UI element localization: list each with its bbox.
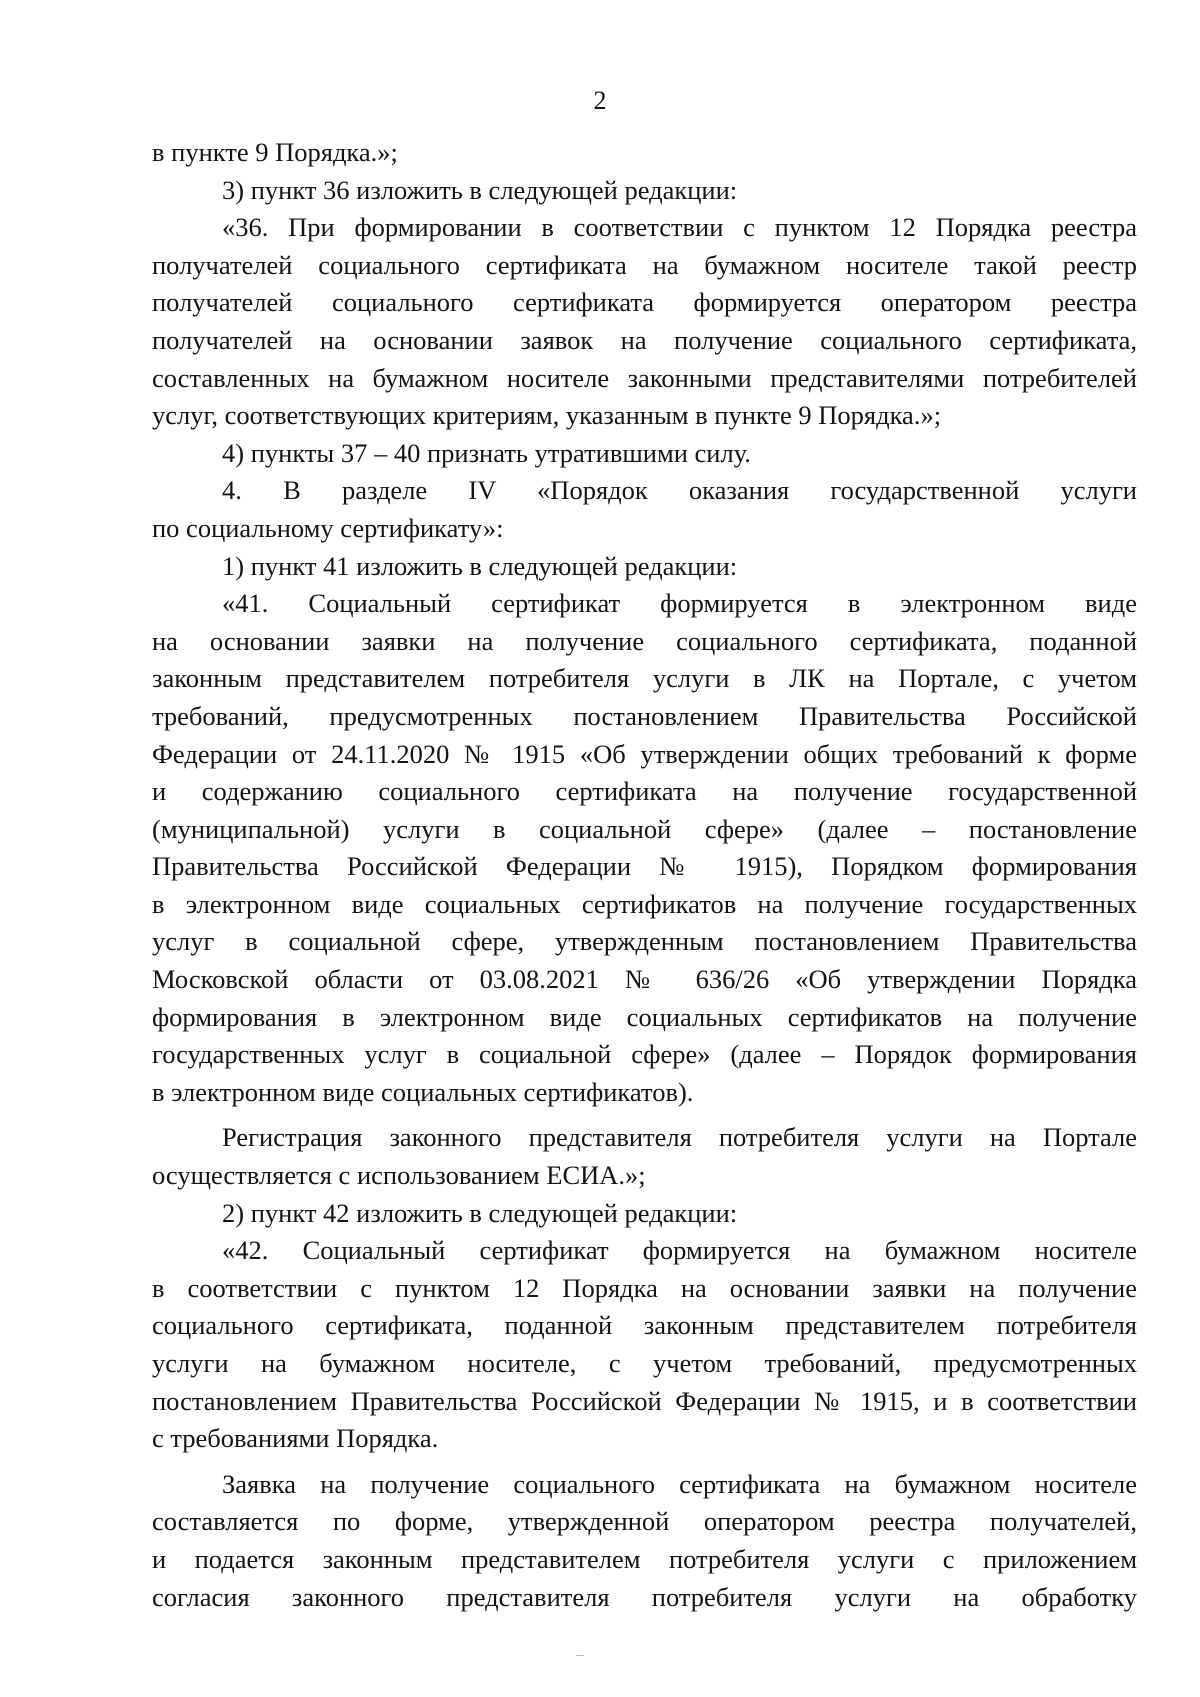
text-line: на основании заявки на получение социального сертификата, поданной (152, 625, 1137, 656)
text-line: услуг, соответствующих критериям, указанным в пункте 9 Порядка.»; (152, 400, 942, 431)
paragraph-gap (152, 1458, 1137, 1466)
text-line: социального сертификата, поданной законным представителем потребителя (152, 1310, 1137, 1341)
text-line: постановлением Правительства Российской Федерации № 1915, и в соответствии (152, 1385, 1137, 1416)
text-line: и подается законным представителем потребителя услуги с приложением (152, 1543, 1137, 1574)
text-line: «42. Социальный сертификат формируется на бумажном носителе (222, 1235, 1137, 1266)
text-line: услуги на бумажном носителе, с учетом требований, предусмотренных (152, 1348, 1137, 1378)
text-line: и содержанию социального сертификата на получение государственной (152, 776, 1137, 807)
text-line: по социальному сертификату»: (152, 512, 504, 543)
text-line: государственных услуг в социальной сфере» (далее – Порядок формирования (152, 1039, 1137, 1070)
text-line: «36. При формировании в соответствии с пунктом 12 Порядка реестра (222, 212, 1137, 243)
paragraph-gap (152, 1111, 1137, 1119)
scan-speck (576, 1655, 584, 1656)
text-line: согласия законного представителя потребителя услуги на обработку (152, 1581, 1137, 1612)
text-line: 1) пункт 41 изложить в следующей редакции: (222, 550, 738, 581)
text-line: с требованиями Порядка. (152, 1423, 439, 1454)
text-line: получателей социального сертификата формируется оператором реестра (152, 287, 1137, 318)
text-line: в пункте 9 Порядка.»; (152, 137, 398, 167)
text-line: в электронном виде социальных сертификатов на получение государственных (152, 888, 1137, 919)
text-line: получателей социального сертификата на бумажном носителе такой реестр (152, 249, 1137, 280)
text-line: требований, предусмотренных постановлением Правительства Российской (152, 700, 1137, 731)
text-line: Федерации от 24.11.2020 № 1915 «Об утверждении общих требований к форме (152, 738, 1137, 769)
text-line: 3) пункт 36 изложить в следующей редакции: (222, 174, 738, 205)
text-line: услуг в социальной сфере, утвержденным постановлением Правительства (152, 926, 1137, 957)
text-line: Правительства Российской Федерации № 1915), Порядком формирования (152, 851, 1137, 882)
text-line: (муниципальной) услуги в социальной сфере» (далее – постановление (152, 813, 1137, 844)
text-line: Московской области от 03.08.2021 № 636/26 «Об утверждении Порядка (152, 964, 1137, 995)
page-number: 2 (593, 86, 607, 115)
text-line: 4. В разделе IV «Порядок оказания государственной услуги (222, 475, 1137, 506)
text-line: законным представителем потребителя услуги в ЛК на Портале, с учетом (152, 663, 1137, 694)
text-line: составляется по форме, утвержденной оператором реестра получателей, (152, 1506, 1137, 1537)
text-line: Регистрация законного представителя потребителя услуги на Портале (222, 1122, 1137, 1153)
text-line: формирования в электронном виде социальных сертификатов на получение (152, 1001, 1137, 1032)
text-line: 4) пункты 37 – 40 признать утратившими силу. (222, 437, 751, 468)
text-line: «41. Социальный сертификат формируется в электронном виде (222, 588, 1137, 619)
text-line: получателей на основании заявок на получение социального сертификата, (152, 324, 1137, 355)
text-line: Заявка на получение социального сертификата на бумажном носителе (222, 1468, 1137, 1499)
text-line: составленных на бумажном носителе законными представителями потребителей (152, 362, 1137, 393)
text-line: в электронном виде социальных сертификатов). (152, 1076, 694, 1107)
text-line: осуществляется с использованием ЕСИА.»; (152, 1160, 646, 1191)
text-line: в соответствии с пунктом 12 Порядка на основании заявки на получение (152, 1272, 1137, 1303)
text-line: 2) пункт 42 изложить в следующей редакции: (222, 1197, 738, 1228)
document-body (152, 134, 1137, 1616)
